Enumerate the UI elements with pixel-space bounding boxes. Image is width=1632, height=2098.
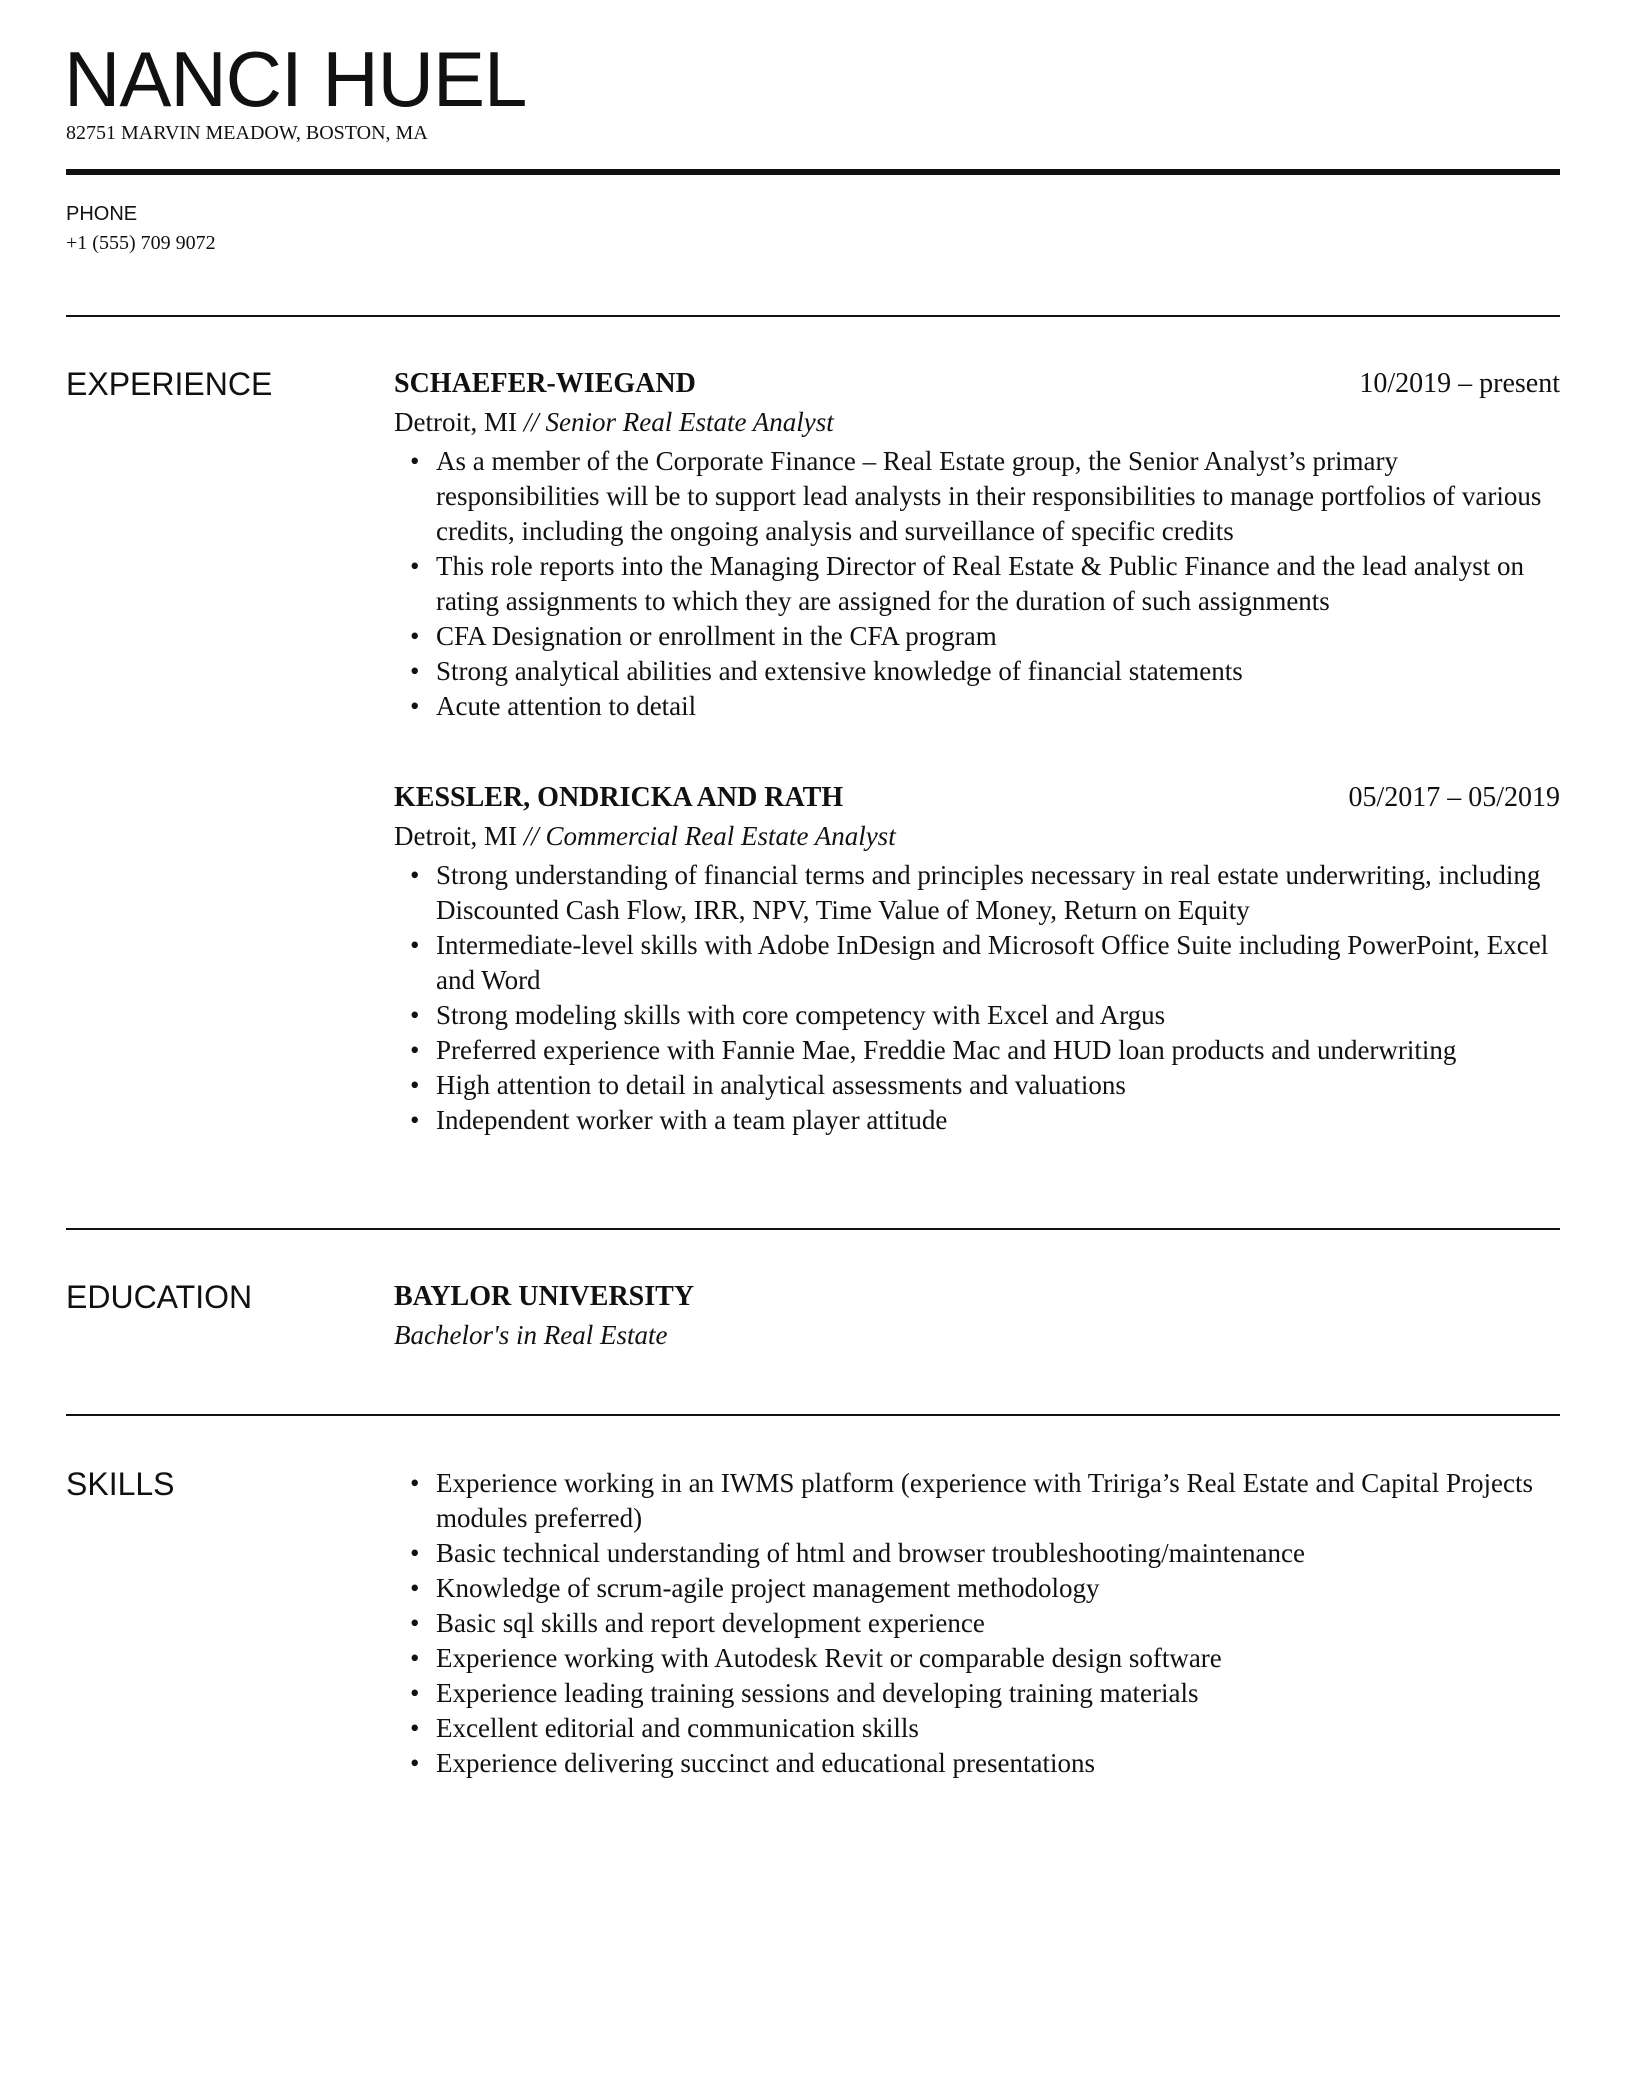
- job-bullet: • CFA Designation or enrollment in the CFA program: [436, 619, 1560, 654]
- header-divider: [66, 169, 1560, 175]
- section-divider: [66, 315, 1560, 317]
- job-title: Senior Real Estate Analyst: [545, 407, 834, 437]
- skill-item: • Knowledge of scrum-agile project management methodology: [436, 1571, 1560, 1606]
- job-bullet: • High attention to detail in analytical assessments and valuations: [436, 1068, 1560, 1103]
- section-title: EXPERIENCE: [66, 366, 273, 402]
- job-location: Detroit, MI: [394, 407, 517, 437]
- job-bullet: • As a member of the Corporate Finance – Real Estate group, the Senior Analyst’s primary responsibilities will be to support lead analysts in their responsibilities to manage portfolios of various credits, including the ongoing analysis and surveillance of specific credits: [436, 444, 1560, 549]
- experience-section: [66, 366, 1560, 1194]
- education-section: [66, 1279, 1560, 1353]
- section-divider: [66, 1414, 1560, 1416]
- job-location: Detroit, MI: [394, 821, 517, 851]
- company-name: KESSLER, ONDRICKA AND RATH: [394, 782, 844, 813]
- skill-item: • Basic technical understanding of html and browser troubleshooting/maintenance: [436, 1536, 1560, 1571]
- job-bullet: • Strong analytical abilities and extensive knowledge of financial statements: [436, 654, 1560, 689]
- phone-number: +1 (555) 709 9072: [66, 232, 216, 254]
- job-bullet: • This role reports into the Managing Director of Real Estate & Public Finance and the lead analyst on rating assignments to which they are assigned for the duration of such assignments: [436, 549, 1560, 619]
- skill-item: • Experience delivering succinct and educational presentations: [436, 1746, 1560, 1781]
- job-entry: [394, 780, 1560, 1138]
- job-bullet: • Preferred experience with Fannie Mae, Freddie Mac and HUD loan products and underwriting: [436, 1033, 1560, 1068]
- skill-item: • Experience leading training sessions and developing training materials: [436, 1676, 1560, 1711]
- skill-item: • Experience working in an IWMS platform (experience with Tririga’s Real Estate and Capital Projects modules preferred): [436, 1466, 1560, 1536]
- job-dates: 10/2019 – present: [1359, 368, 1560, 399]
- company-name: SCHAEFER-WIEGAND: [394, 368, 696, 399]
- skills-section: [66, 1466, 1560, 1781]
- job-entry: [394, 366, 1560, 724]
- school-name: BAYLOR UNIVERSITY: [394, 1281, 695, 1312]
- skill-item: • Excellent editorial and communication skills: [436, 1711, 1560, 1746]
- job-dates: 05/2017 – 05/2019: [1348, 782, 1560, 813]
- separator: //: [523, 821, 539, 851]
- phone-label: PHONE: [66, 203, 138, 225]
- job-bullet: • Acute attention to detail: [436, 689, 1560, 724]
- job-bullet: • Strong understanding of financial terms and principles necessary in real estate underwriting, including Discounted Cash Flow, IRR, NPV, Time Value of Money, Return on Equity: [436, 858, 1560, 928]
- job-title: Commercial Real Estate Analyst: [545, 821, 896, 851]
- skill-item: • Basic sql skills and report development experience: [436, 1606, 1560, 1641]
- job-bullet: • Strong modeling skills with core competency with Excel and Argus: [436, 998, 1560, 1033]
- address: 82751 MARVIN MEADOW, BOSTON, MA: [66, 122, 428, 144]
- job-bullet: • Independent worker with a team player attitude: [436, 1103, 1560, 1138]
- section-title: EDUCATION: [66, 1279, 253, 1315]
- section-divider: [66, 1228, 1560, 1230]
- job-bullet: • Intermediate-level skills with Adobe InDesign and Microsoft Office Suite including PowerPoint, Excel and Word: [436, 928, 1560, 998]
- candidate-name: NANCI HUEL: [64, 35, 527, 123]
- section-title: SKILLS: [66, 1466, 175, 1502]
- degree: Bachelor's in Real Estate: [394, 1320, 668, 1350]
- skill-item: • Experience working with Autodesk Revit or comparable design software: [436, 1641, 1560, 1676]
- separator: //: [523, 407, 539, 437]
